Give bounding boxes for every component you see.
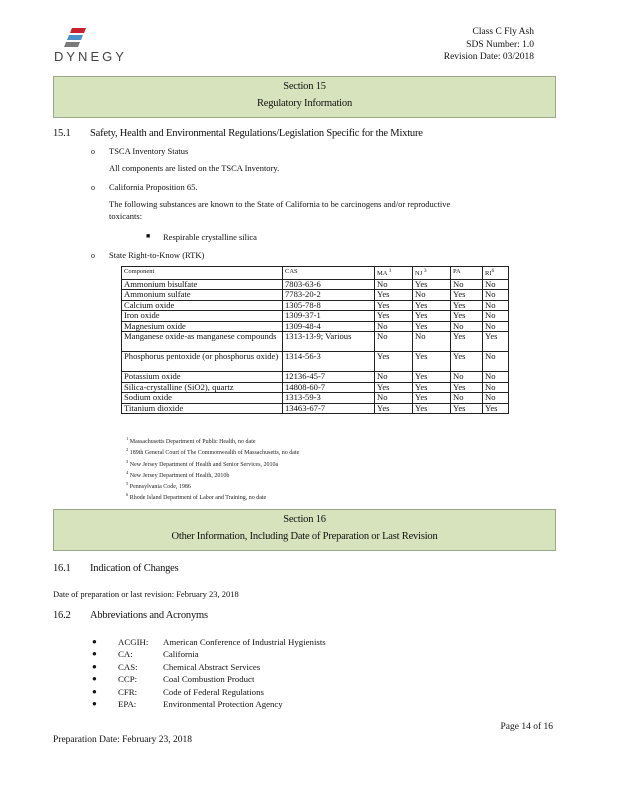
cell-ri: No xyxy=(483,290,509,301)
text-label: Component xyxy=(124,268,155,275)
abbr-meaning: California xyxy=(163,649,199,660)
cell-nj: No xyxy=(413,290,451,301)
cell-nj: Yes xyxy=(413,279,451,290)
prop65-text-line1: The following substances are known to the State of California to be carcinogens and/or reproductive xyxy=(109,199,451,209)
table-row xyxy=(122,382,509,393)
cell-nj: No xyxy=(413,332,451,352)
cell-pa: No xyxy=(451,279,483,290)
text-label: 3 xyxy=(423,268,427,274)
cell-pa: Yes xyxy=(451,290,483,301)
cell-nj: Yes xyxy=(413,311,451,322)
cell-nj: Yes xyxy=(413,300,451,311)
section-16-number: Section 16 xyxy=(283,514,326,525)
cell-pa: Yes xyxy=(451,311,483,322)
section-16-title: Other Information, Including Date of Preparation or Last Revision xyxy=(171,531,438,542)
table-row xyxy=(122,279,509,290)
footer-prep-date: Preparation Date: February 23, 2018 xyxy=(53,735,193,745)
bullet-icon: ● xyxy=(92,661,97,671)
cell-nj: Yes xyxy=(413,352,451,372)
cell-cas: 1309-48-4 xyxy=(283,321,375,332)
text-label: RI xyxy=(485,270,492,278)
cell-pa: Yes xyxy=(451,300,483,311)
subsection-16-1-number: 16.1 xyxy=(53,563,71,574)
cell-ri: No xyxy=(483,372,509,383)
abbr-term: EPA: xyxy=(118,699,137,709)
text-label: New Jersey Department of Health and Senior Services, 2010a xyxy=(129,461,279,468)
col-header-ri xyxy=(483,267,509,280)
text-label: CAS xyxy=(285,268,298,275)
abbr-term: CCP: xyxy=(118,674,138,685)
prop65-item: Respirable crystalline silica xyxy=(163,232,257,242)
cell-ri: No xyxy=(483,279,509,290)
table-row xyxy=(122,300,509,311)
cell-pa: Yes xyxy=(451,382,483,393)
cell-ma: No xyxy=(375,372,413,383)
cell-ri: Yes xyxy=(483,332,509,352)
text-label: New Jersey Department of Health, 2010b xyxy=(129,472,230,479)
cell-pa: No xyxy=(451,321,483,332)
text-label: 189th General Court of The Commonwealth of Massachusetts, no date xyxy=(129,450,300,457)
cell-ri: No xyxy=(483,393,509,404)
cell-cas: 12136-45-7 xyxy=(283,372,375,383)
abbr-meaning: Code of Federal Regulations xyxy=(163,686,264,697)
cell-component: Magnesium oxide xyxy=(122,321,283,332)
cell-component: Ammonium bisulfate xyxy=(122,279,283,290)
subsection-15-1-number: 15.1 xyxy=(53,128,71,139)
prop65-title: California Proposition 65. xyxy=(109,182,198,192)
text-label: 6 xyxy=(126,492,129,498)
cell-component: Iron oxide xyxy=(122,311,283,322)
text-label: 3 xyxy=(126,458,129,464)
cell-cas: 1314-56-3 xyxy=(283,352,375,372)
cell-cas: 7803-63-6 xyxy=(283,279,375,290)
table-row xyxy=(122,332,509,352)
cell-pa: No xyxy=(451,372,483,383)
cell-cas: 14808-60-7 xyxy=(283,382,375,393)
abbr-term: ACGIH: xyxy=(118,637,149,647)
text-label: Rhode Island Department of Labor and Training, no date xyxy=(129,495,267,502)
cell-cas: 13463-67-7 xyxy=(283,403,375,414)
cell-ri: No xyxy=(483,352,509,372)
subsection-16-1-title: Indication of Changes xyxy=(90,563,179,574)
cell-pa: Yes xyxy=(451,403,483,414)
cell-component: Titanium dioxide xyxy=(122,403,283,414)
section-16-header xyxy=(53,509,556,551)
circle-bullet-icon: o xyxy=(91,183,95,192)
bullet-icon: ● xyxy=(92,686,97,696)
cell-nj: Yes xyxy=(413,372,451,383)
cell-ri: No xyxy=(483,300,509,311)
col-header-cas xyxy=(283,267,375,280)
tsca-text: All components are listed on the TSCA Inventory. xyxy=(109,163,280,173)
section-15-header xyxy=(53,76,556,118)
cell-ma: No xyxy=(375,279,413,290)
table-row xyxy=(122,321,509,332)
cell-ma: Yes xyxy=(375,382,413,393)
cell-cas: 1313-13-9; Various xyxy=(283,332,375,352)
footnote xyxy=(126,469,299,480)
cell-ma: Yes xyxy=(375,311,413,322)
logo-text: DYNEGY xyxy=(54,49,127,64)
table-row xyxy=(122,393,509,404)
subsection-16-2-number: 16.2 xyxy=(53,610,71,621)
cell-component: Phosphorus pentoxide (or phosphorus oxide) xyxy=(122,352,283,372)
bullet-icon: ● xyxy=(92,649,97,659)
footnote xyxy=(126,435,299,446)
footnote xyxy=(126,458,299,469)
circle-bullet-icon: o xyxy=(91,147,95,156)
text-label: 6 xyxy=(491,268,495,274)
bullet-icon: ● xyxy=(92,637,97,646)
cell-component: Silica-crystalline (SiO2), quartz xyxy=(122,382,283,393)
circle-bullet-icon: o xyxy=(91,251,95,260)
bullet-icon: ● xyxy=(92,674,97,684)
abbr-term: CA: xyxy=(118,649,133,660)
subsection-16-2-title: Abbreviations and Acronyms xyxy=(90,610,208,621)
rtk-footnotes xyxy=(126,435,299,503)
cell-component: Ammonium sulfate xyxy=(122,290,283,301)
cell-ma: No xyxy=(375,332,413,352)
bullet-icon: ● xyxy=(92,699,97,708)
cell-ma: No xyxy=(375,393,413,404)
product-name: Class C Fly Ash xyxy=(472,27,534,37)
cell-pa: No xyxy=(451,393,483,404)
col-header-pa xyxy=(451,267,483,280)
cell-cas: 7783-20-2 xyxy=(283,290,375,301)
abbr-meaning: American Conference of Industrial Hygienists xyxy=(163,637,326,647)
text-label: MA xyxy=(377,270,388,278)
rtk-table xyxy=(121,266,509,414)
cell-ri: Yes xyxy=(483,403,509,414)
sds-number: SDS Number: 1.0 xyxy=(466,39,534,50)
cell-component: Sodium oxide xyxy=(122,393,283,404)
cell-ma: Yes xyxy=(375,300,413,311)
col-header-component xyxy=(122,267,283,280)
tsca-title: TSCA Inventory Status xyxy=(109,146,189,156)
abbr-meaning: Environmental Protection Agency xyxy=(163,699,283,709)
col-header-ma xyxy=(375,267,413,280)
abbr-meaning: Chemical Abstract Services xyxy=(163,661,261,672)
cell-cas: 1313-59-3 xyxy=(283,393,375,404)
table-row xyxy=(122,352,509,372)
abbr-meaning: Coal Combustion Product xyxy=(163,674,255,685)
cell-nj: Yes xyxy=(413,403,451,414)
cell-component: Potassium oxide xyxy=(122,372,283,383)
cell-ma: No xyxy=(375,321,413,332)
cell-ma: Yes xyxy=(375,403,413,414)
table-row xyxy=(122,311,509,322)
abbr-term: CAS: xyxy=(118,661,138,672)
text-label: 2 xyxy=(126,447,129,453)
table-row xyxy=(122,290,509,301)
text-label: 5 xyxy=(126,481,129,487)
cell-pa: Yes xyxy=(451,332,483,352)
table-row xyxy=(122,403,509,414)
cell-ri: No xyxy=(483,382,509,393)
cell-cas: 1305-78-8 xyxy=(283,300,375,311)
cell-ma: Yes xyxy=(375,352,413,372)
abbr-term: CFR: xyxy=(118,686,138,697)
text-label: Massachusetts Department of Public Health, no date xyxy=(129,439,256,445)
footnote xyxy=(126,446,299,457)
cell-nj: Yes xyxy=(413,321,451,332)
section-15-title: Regulatory Information xyxy=(256,98,353,109)
square-bullet-icon: ■ xyxy=(146,232,151,240)
cell-nj: Yes xyxy=(413,382,451,393)
cell-ri: No xyxy=(483,311,509,322)
text-label: 1 xyxy=(388,268,392,274)
section-15-number: Section 15 xyxy=(283,81,326,92)
cell-ri: No xyxy=(483,321,509,332)
footnote xyxy=(126,491,299,502)
text-label: PA xyxy=(453,268,461,275)
cell-nj: Yes xyxy=(413,393,451,404)
text-label: 1 xyxy=(126,436,129,441)
table-header-row xyxy=(122,267,509,280)
subsection-15-1-title: Safety, Health and Environmental Regulations/Legislation Specific for the Mixture xyxy=(90,128,423,139)
text-label: Pennsylvania Code, 1986 xyxy=(129,484,191,491)
prop65-text-line2: toxicants: xyxy=(109,211,143,221)
rtk-title: State Right-to-Know (RTK) xyxy=(109,250,205,260)
cell-component: Calcium oxide xyxy=(122,300,283,311)
header-info xyxy=(444,26,534,64)
text-label: NJ xyxy=(415,270,423,278)
page-number: Page 14 of 16 xyxy=(500,722,553,732)
cell-component: Manganese oxide-as manganese compounds xyxy=(122,332,283,352)
col-header-nj xyxy=(413,267,451,280)
cell-pa: Yes xyxy=(451,352,483,372)
table-row xyxy=(122,372,509,383)
cell-ma: Yes xyxy=(375,290,413,301)
cell-cas: 1309-37-1 xyxy=(283,311,375,322)
revision-date: Revision Date: 03/2018 xyxy=(443,52,534,62)
footnote xyxy=(126,480,299,491)
prep-date-line: Date of preparation or last revision: February 23, 2018 xyxy=(53,589,239,599)
text-label: 4 xyxy=(126,469,129,475)
